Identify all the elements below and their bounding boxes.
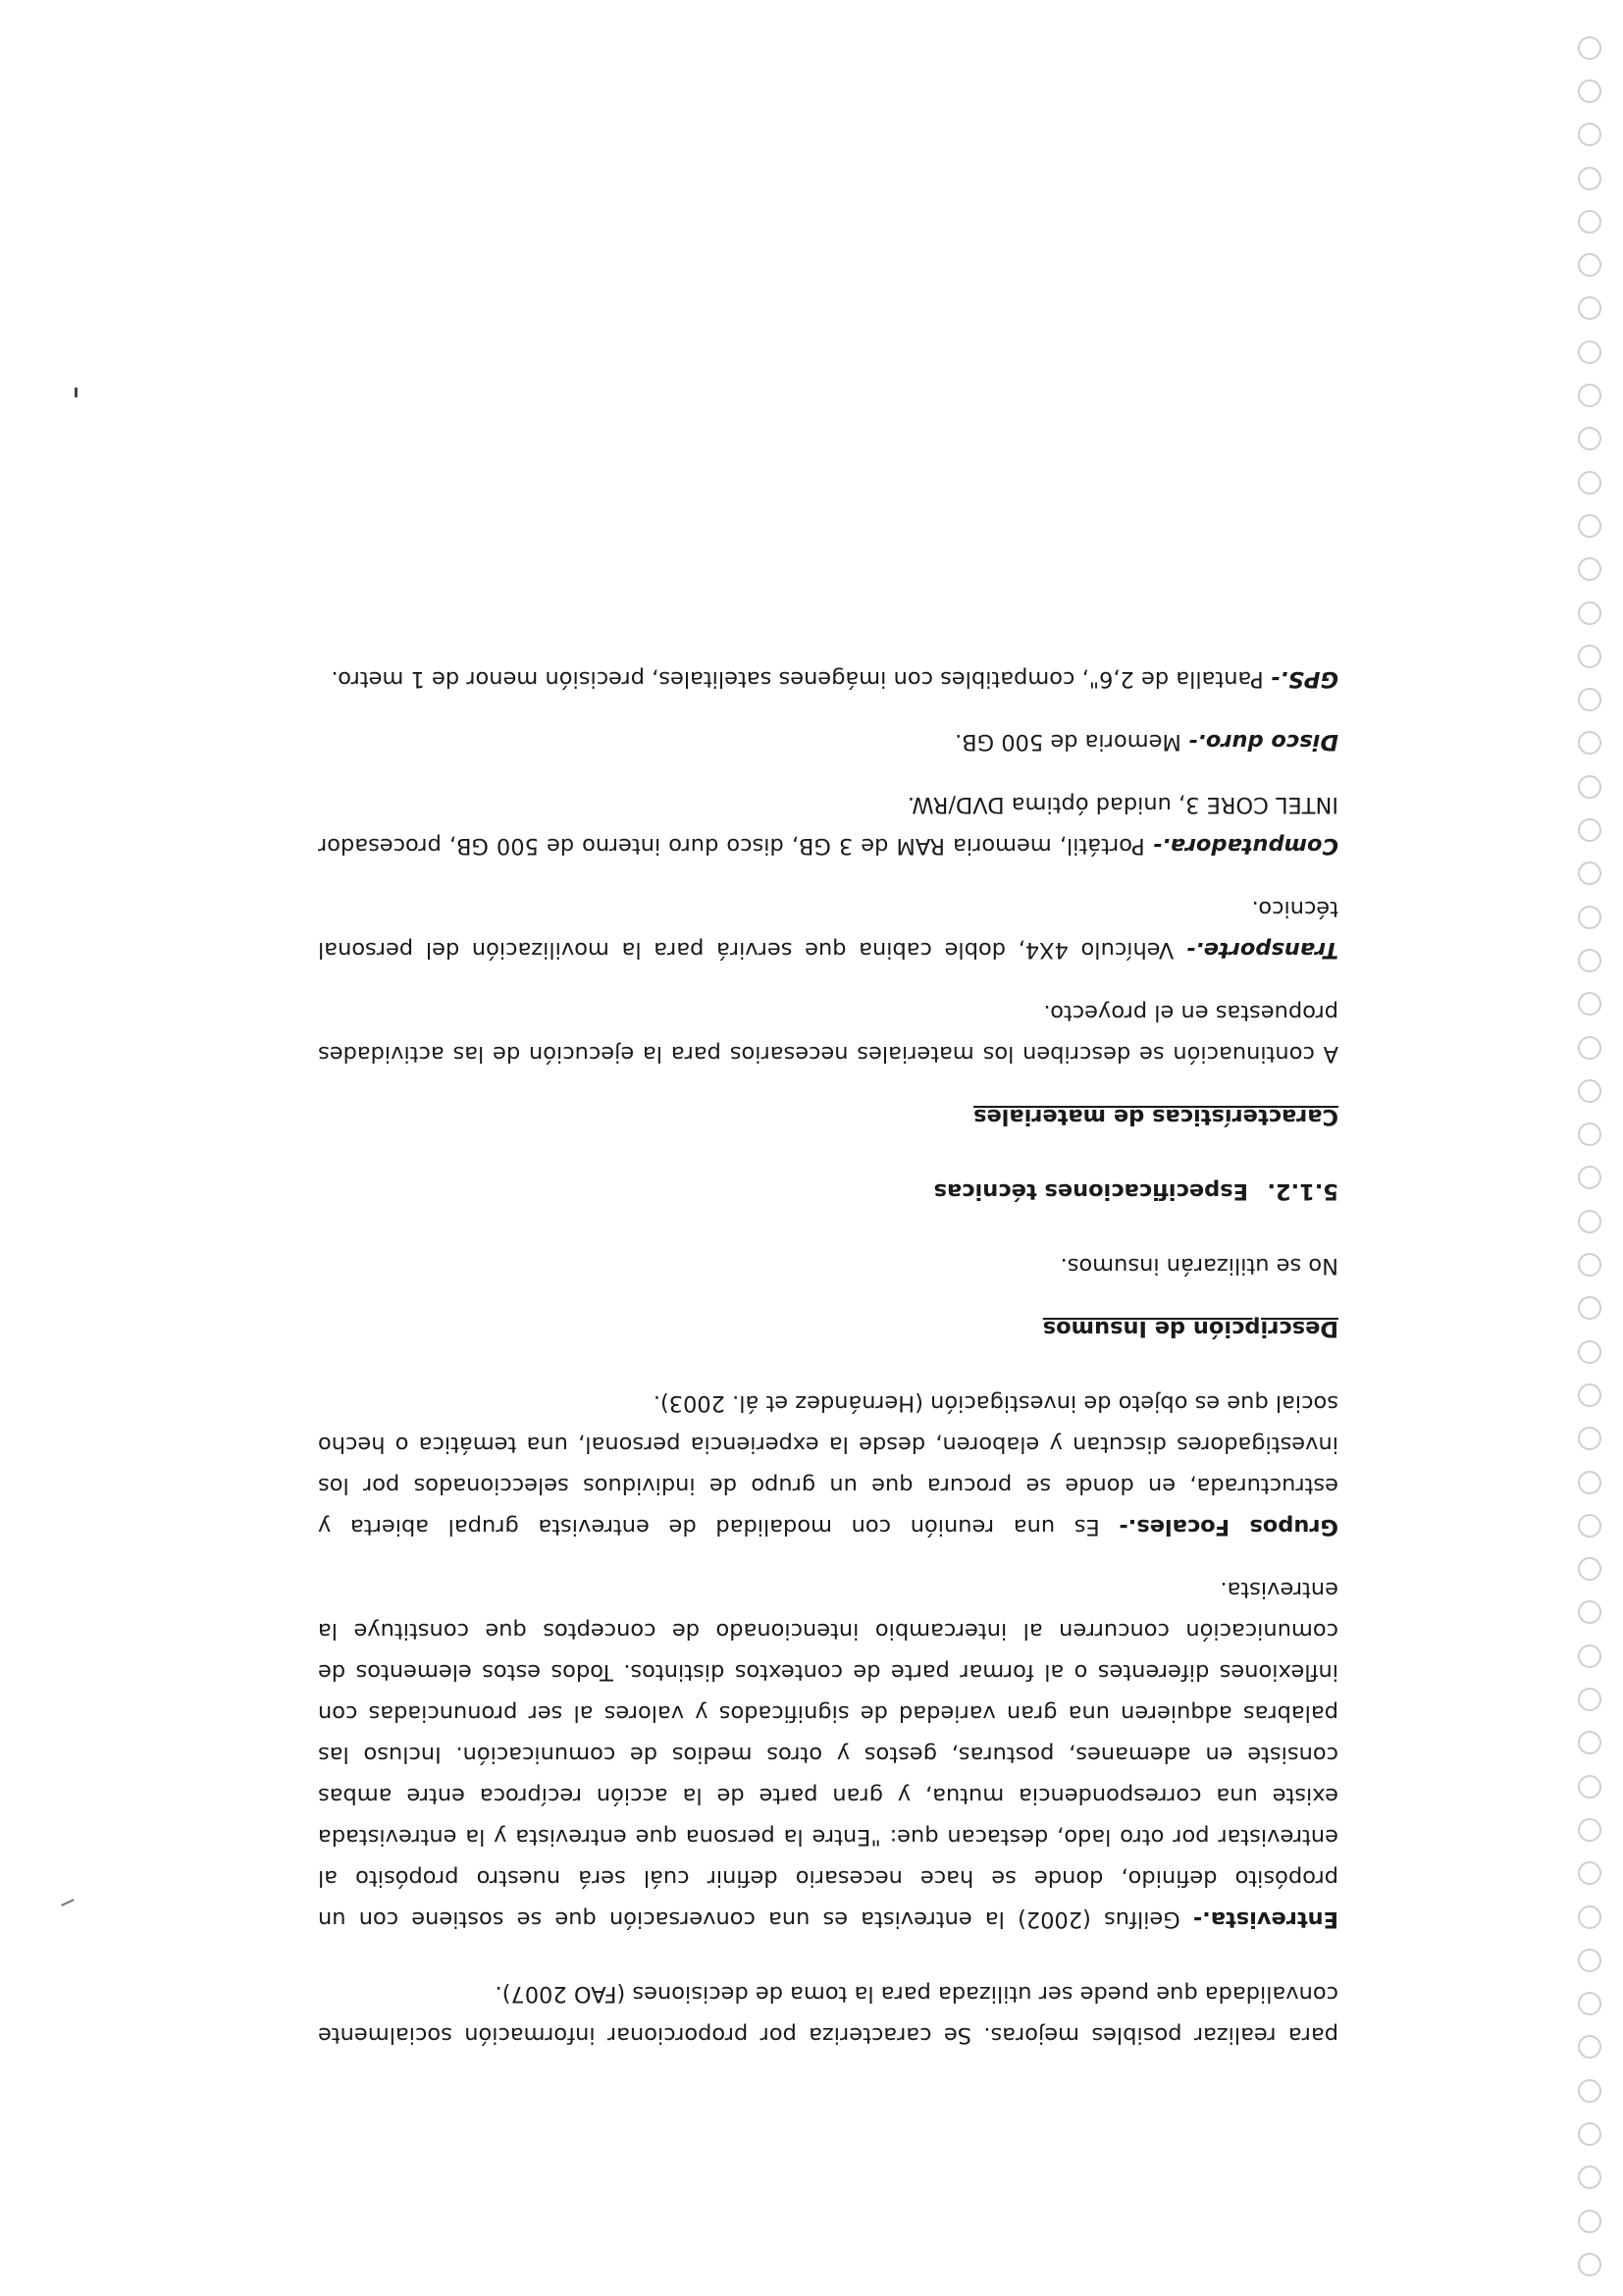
term-disco-duro: Disco duro.- (1188, 729, 1338, 755)
binder-hole (1578, 1818, 1601, 1842)
binder-hole (1578, 1905, 1601, 1929)
binder-hole (1578, 1167, 1601, 1190)
binder-hole (1578, 2210, 1601, 2233)
binder-hole (1578, 1861, 1601, 1885)
item-disco-duro (318, 721, 1338, 762)
binder-hole (1578, 906, 1601, 929)
binder-hole (1578, 601, 1601, 625)
text-disco-duro: Memoria de 500 GB. (955, 729, 1189, 755)
binder-hole (1578, 253, 1601, 277)
binder-hole (1578, 340, 1601, 364)
binder-hole (1578, 949, 1601, 972)
binder-hole (1578, 1731, 1601, 1754)
term-entrevista: Entrevista.- (1192, 1906, 1338, 1932)
document-body (318, 658, 1338, 2056)
binder-holes (1554, 0, 1623, 2296)
binder-hole (1578, 1210, 1601, 1233)
binder-hole (1578, 2166, 1601, 2189)
paragraph-grupos-focales (318, 1383, 1338, 1547)
binder-hole (1578, 1383, 1601, 1407)
text-gps: Pantalla de 2,6", compatibles con imágenes satelitales, precisión menor de 1 metro. (331, 666, 1271, 692)
binder-hole (1578, 1079, 1601, 1103)
text-computadora: Portátil, memoria RAM de 3 GB, disco duro interno de 500 GB, procesador INTEL CORE 3, unidad óptima DVD/RW. (318, 792, 1338, 859)
binder-hole (1578, 36, 1601, 60)
binder-hole (1578, 1340, 1601, 1364)
binder-hole (1578, 775, 1601, 799)
binder-hole (1578, 1775, 1601, 1799)
scan-mark-dash (61, 1899, 75, 1906)
binder-hole (1578, 1296, 1601, 1320)
binder-hole (1578, 79, 1601, 103)
binder-hole (1578, 1471, 1601, 1494)
section-name: Especificaciones técnicas (933, 1178, 1248, 1204)
binder-hole (1578, 688, 1601, 711)
item-gps (318, 658, 1338, 700)
binder-hole (1578, 1036, 1601, 1060)
binder-hole (1578, 1688, 1601, 1711)
scan-mark-tick (75, 388, 78, 397)
binder-hole (1578, 1557, 1601, 1581)
binder-hole (1578, 2036, 1601, 2060)
binder-hole (1578, 645, 1601, 668)
binder-hole (1578, 297, 1601, 321)
binder-hole (1578, 2122, 1601, 2146)
paragraph-fao: para realizar posibles mejoras. Se caracteriza por proporcionar información socialmente convalidada que puede ser utilizada para la toma de decisiones (FAO 2007). (318, 1981, 1338, 2048)
binder-hole (1578, 1992, 1601, 2015)
binder-hole (1578, 210, 1601, 234)
binder-hole (1578, 557, 1601, 581)
binder-hole (1578, 1427, 1601, 1450)
heading-insumos: Descripción de Insumos (1042, 1316, 1338, 1341)
text-insumos: No se utilizarán insumos. (1060, 1253, 1338, 1278)
binder-hole (1578, 861, 1601, 885)
term-grupos-focales: Grupos Focales.- (1119, 1514, 1338, 1539)
section-title (318, 1171, 1338, 1212)
binder-hole (1578, 1514, 1601, 1538)
text-grupos-focales: Es una reunión con modalidad de entrevista grupal abierta y estructurada, en donde se procura que un grupo de individuos seleccionados por los investigadores discutan y elaboren, desde la experiencia personal, una temática o hecho social que es objeto de investigación (Hernández et ál. 2003). (317, 1390, 1338, 1539)
binder-hole (1578, 1601, 1601, 1625)
text-entrevista: Geilfus (2002) la entrevista es una conversación que se sostiene con un propósito definido, donde se hace necesario definir cuál será nuestro propósito al entrevistar por otro lado, destacan que: "Entre la persona que entrevista y la entrevistada existe una correspondencia mutua, y gran parte de la acción recíproca entre ambas consiste en ademanes, posturas, gestos y otros medios de comunicación. Incluso las palabras adquieren una gran variedad de significados y valores al ser pronunciadas con inflexiones diferentes o al formar parte de contextos distintos. Todos estos elementos de comunicación concurren al intercambio intencionado de conceptos que constituye la entrevista. (318, 1577, 1338, 1932)
binder-hole (1578, 732, 1601, 756)
text-materiales-intro: A continuación se describen los materiales necesarios para la ejecución de las actividades propuestas en el proyecto. (318, 1000, 1338, 1067)
binder-hole (1578, 514, 1601, 538)
term-computadora: Computadora.- (1152, 833, 1338, 859)
item-transporte (318, 888, 1338, 970)
binder-hole (1578, 2253, 1601, 2276)
binder-hole (1578, 167, 1601, 190)
binder-hole (1578, 1253, 1601, 1277)
binder-hole (1578, 818, 1601, 842)
binder-hole (1578, 471, 1601, 495)
section-number: 5.1.2. (1267, 1178, 1338, 1204)
binder-hole (1578, 992, 1601, 1016)
binder-hole (1578, 1122, 1601, 1146)
binder-hole (1578, 2079, 1601, 2103)
term-gps: GPS.- (1270, 666, 1338, 692)
item-computadora (318, 784, 1338, 866)
binder-hole (1578, 123, 1601, 146)
heading-materiales: Características de materiales (973, 1104, 1338, 1129)
paragraph-entrevista (318, 1569, 1338, 1940)
binder-hole (1578, 1644, 1601, 1668)
text-transporte: Vehículo 4X4, doble cabina que servirá para la movilización del personal técnico. (318, 896, 1338, 963)
term-transporte: Transporte.- (1185, 937, 1338, 963)
binder-hole (1578, 427, 1601, 450)
binder-hole (1578, 384, 1601, 407)
binder-hole (1578, 1949, 1601, 1972)
